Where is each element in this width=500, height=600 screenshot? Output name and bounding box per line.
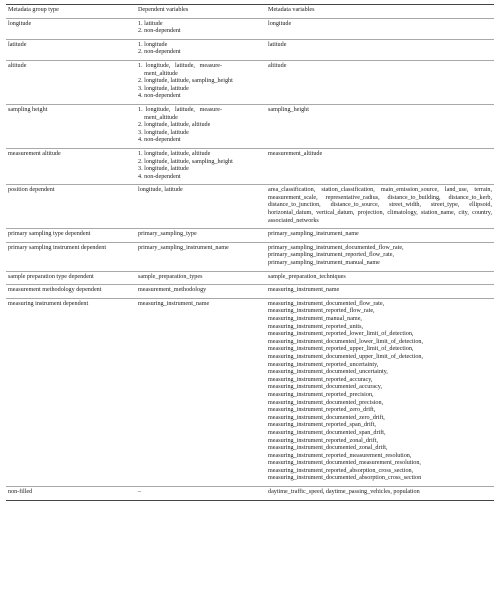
cell-dependent-variables <box>136 487 266 501</box>
table-row <box>6 285 494 299</box>
cell-group-type: latitude <box>6 39 136 60</box>
dependent-variable-line: 3. longitude, latitude <box>138 129 189 136</box>
metadata-variable-text: area_classification, station_classification, main_emission_source, land_use, terrain, measurement_scale, representative_radius, distance_to_building, distance_to_kerb, distance_to_junction, distance_to_source, street_width, street_type, ellipsoid, horizontal_datum, vertical_datum, projection, climatology, station_name, city, country, associated_networks <box>268 187 492 224</box>
metadata-variable-line: longitude <box>268 20 292 27</box>
metadata-variable-line: measuring_instrument_documented_span_drift, <box>268 429 386 436</box>
cell-dependent-variables <box>136 18 266 39</box>
cell-dependent-variables <box>136 60 266 104</box>
cell-metadata-variables <box>266 242 494 271</box>
metadata-variable-line: measuring_instrument_manual_name, <box>268 316 362 322</box>
table-row <box>6 487 494 501</box>
metadata-variable-line: measuring_instrument_documented_absorption_cross_section <box>268 475 422 482</box>
cell-group-type: measuring instrument dependent <box>6 298 136 486</box>
cell-dependent-variables <box>136 298 266 486</box>
dependent-variable-line: primary_sampling_instrument_name <box>138 244 229 251</box>
metadata-variable-line: measurement_altitude <box>268 150 323 157</box>
dependent-variable-line: measuring_instrument_name <box>138 300 210 307</box>
metadata-variable-line: measuring_instrument_reported_measurement_resolution, <box>268 452 412 459</box>
table-row <box>6 271 494 285</box>
cell-metadata-variables <box>266 104 494 148</box>
metadata-variable-line: measuring_instrument_documented_lower_limit_of_detection, <box>268 338 424 345</box>
metadata-variable-line: measuring_instrument_documented_flow_rate, <box>268 300 385 307</box>
dependent-variable-line: 1. longitude, latitude, altitude <box>138 150 211 157</box>
dependent-variable-line: measurement_methodology <box>138 287 207 294</box>
cell-metadata-variables <box>266 487 494 501</box>
dependent-variable-line: 3. longitude, latitude <box>138 85 189 92</box>
table-row <box>6 242 494 271</box>
table-row <box>6 148 494 184</box>
cell-group-type: primary sampling type dependent <box>6 229 136 243</box>
dependent-variable-line: 2. non-dependent <box>138 28 181 35</box>
dependent-variable-line: 1. longitude <box>138 41 168 48</box>
table-row <box>6 104 494 148</box>
metadata-variable-line: measuring_instrument_reported_absorption_cross_section, <box>268 467 414 474</box>
dependent-variable-line: 2. longitude, latitude, sampling_height <box>138 158 233 165</box>
metadata-variable-line: primary_sampling_instrument_reported_flow_rate, <box>268 252 395 259</box>
dependent-variable-line: longitude, latitude <box>138 187 183 194</box>
cell-dependent-variables <box>136 185 266 229</box>
metadata-variable-line: measuring_instrument_reported_zonal_drift, <box>268 437 378 444</box>
header-metadata-variables: Metadata variables <box>266 5 494 19</box>
metadata-variable-line: daytime_traffic_speed, daytime_passing_vehicles, population <box>268 489 420 496</box>
metadata-variable-line: latitude <box>268 41 287 48</box>
metadata-variable-line: measuring_instrument_reported_uncertainty, <box>268 361 379 368</box>
table-row <box>6 298 494 486</box>
dependent-variable-line: primary_sampling_type <box>138 231 197 238</box>
metadata-variable-line: measuring_instrument_documented_zero_drift, <box>268 414 385 421</box>
metadata-variable-line: primary_sampling_instrument_documented_flow_rate, <box>268 244 404 251</box>
metadata-variable-line: measuring_instrument_reported_precision, <box>268 391 374 398</box>
metadata-variable-line: measuring_instrument_reported_upper_limit_of_detection, <box>268 346 414 353</box>
cell-group-type: measurement methodology dependent <box>6 285 136 299</box>
cell-dependent-variables <box>136 271 266 285</box>
cell-metadata-variables <box>266 185 494 229</box>
dependent-variable-line: 1. latitude <box>138 20 163 27</box>
metadata-variable-line: measuring_instrument_reported_flow_rate, <box>268 308 375 315</box>
cell-metadata-variables <box>266 271 494 285</box>
table-row <box>6 229 494 243</box>
cell-dependent-variables <box>136 148 266 184</box>
cell-metadata-variables <box>266 229 494 243</box>
dependent-variable-line: 1. longitude, latitude, measure- <box>138 106 223 113</box>
metadata-variable-line: measuring_instrument_reported_accuracy, <box>268 376 373 383</box>
metadata-variable-line: measuring_instrument_documented_accuracy, <box>268 384 383 391</box>
metadata-variable-line: measuring_instrument_documented_upper_limit_of_detection, <box>268 353 424 360</box>
metadata-variable-line: measuring_instrument_reported_lower_limit_of_detection, <box>268 331 414 338</box>
dependent-variable-line: ment_altitude <box>138 114 178 121</box>
metadata-variable-line: sample_preparation_techniques <box>268 273 346 280</box>
metadata-variable-line: measuring_instrument_name <box>268 287 340 294</box>
metadata-variable-line: measuring_instrument_reported_units, <box>268 323 363 330</box>
metadata-variable-line: sampling_height <box>268 106 309 113</box>
table-row <box>6 39 494 60</box>
cell-dependent-variables <box>136 242 266 271</box>
cell-group-type: longitude <box>6 18 136 39</box>
cell-dependent-variables <box>136 285 266 299</box>
table-row <box>6 60 494 104</box>
metadata-variable-line: primary_sampling_instrument_manual_name <box>268 260 380 267</box>
cell-group-type: non-filled <box>6 487 136 501</box>
cell-metadata-variables <box>266 60 494 104</box>
dependent-variable-line: 2. longitude, latitude, altitude <box>138 122 211 129</box>
header-metadata-group-type: Metadata group type <box>6 5 136 19</box>
dependent-variable-line: 3. longitude, latitude <box>138 166 189 173</box>
header-dependent-variables: Dependent variables <box>136 5 266 19</box>
cell-metadata-variables <box>266 298 494 486</box>
dependent-variable-line: – <box>138 489 142 496</box>
cell-group-type: altitude <box>6 60 136 104</box>
cell-group-type: measurement altitude <box>6 148 136 184</box>
cell-metadata-variables <box>266 18 494 39</box>
cell-dependent-variables <box>136 39 266 60</box>
metadata-group-table <box>6 4 494 501</box>
cell-group-type: sample preparation type dependent <box>6 271 136 285</box>
dependent-variable-line: ment_altitude <box>138 70 178 77</box>
metadata-variable-line: measuring_instrument_documented_precision, <box>268 399 384 406</box>
table-row <box>6 18 494 39</box>
cell-metadata-variables <box>266 285 494 299</box>
cell-group-type: primary sampling instrument dependent <box>6 242 136 271</box>
metadata-variable-line: measuring_instrument_documented_zonal_drift, <box>268 445 388 452</box>
dependent-variable-line: 4. non-dependent <box>138 173 181 180</box>
metadata-variable-line: measuring_instrument_documented_uncertainty, <box>268 369 388 376</box>
cell-metadata-variables <box>266 148 494 184</box>
cell-dependent-variables <box>136 229 266 243</box>
table-row <box>6 185 494 229</box>
dependent-variable-line: 2. longitude, latitude, sampling_height <box>138 78 233 85</box>
cell-group-type: sampling height <box>6 104 136 148</box>
metadata-variable-line: measuring_instrument_reported_span_drift, <box>268 422 376 429</box>
dependent-variable-line: 2. non-dependent <box>138 49 181 56</box>
dependent-variable-line: 1. longitude, latitude, measure- <box>138 62 223 69</box>
dependent-variable-line: 4. non-dependent <box>138 93 181 100</box>
cell-dependent-variables <box>136 104 266 148</box>
metadata-variable-line: primary_sampling_instrument_name <box>268 231 359 238</box>
metadata-variable-line: altitude <box>268 62 287 69</box>
cell-metadata-variables <box>266 39 494 60</box>
dependent-variable-line: sample_preparation_types <box>138 273 203 280</box>
table-header-row <box>6 5 494 19</box>
dependent-variable-line: 4. non-dependent <box>138 137 181 144</box>
metadata-variable-line: measuring_instrument_documented_measurement_resolution, <box>268 460 421 467</box>
cell-group-type: position dependent <box>6 185 136 229</box>
metadata-variable-line: measuring_instrument_reported_zero_drift, <box>268 407 376 414</box>
